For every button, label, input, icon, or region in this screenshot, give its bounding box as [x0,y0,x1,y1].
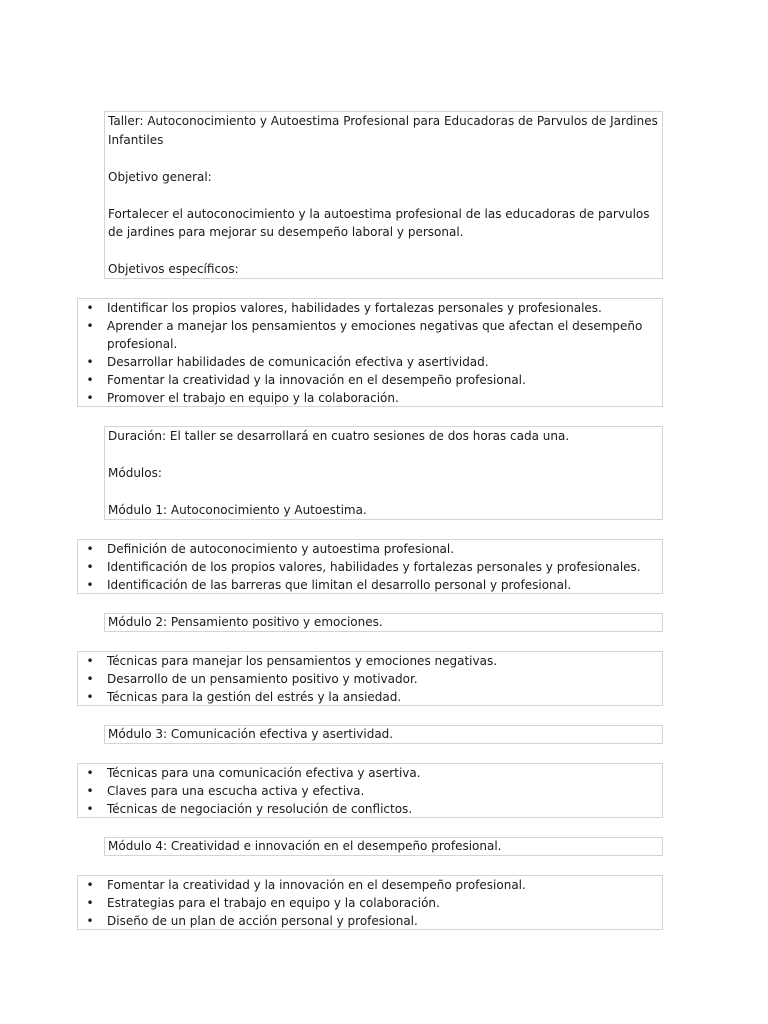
list-item: • Fomentar la creatividad y la innovación en el desempeño profesional. [86,373,526,387]
module1-list-box [77,539,663,594]
bullet-icon: • [86,672,94,686]
module3-list [78,764,662,818]
specific-objectives-list [78,299,662,407]
module2-list [78,652,662,706]
module1-list [78,540,662,594]
bullet-icon: • [86,578,94,592]
bullet-icon: • [86,802,94,816]
list-item: • Técnicas para la gestión del estrés y la ansiedad. [86,690,402,704]
module4-title-box [104,837,663,856]
module2-title-box [104,613,663,632]
bullet-icon: • [86,914,94,928]
duration-text: Duración: El taller se desarrollará en cuatro sesiones de dos horas cada una. [108,429,570,443]
bullet-icon: • [86,355,94,369]
specific-objectives-box [77,298,663,407]
objective-text: Fortalecer el autoconocimiento y la autoestima profesional de las educadoras de parvulos de jardines para mejorar su desempeño laboral y personal. [108,206,650,239]
bullet-icon: • [86,542,94,556]
workshop-title: Taller: Autoconocimiento y Autoestima Profesional para Educadoras de Parvulos de Jardines Infantiles [108,114,658,147]
list-item: • Técnicas para manejar los pensamientos y emociones negativas. [86,654,498,668]
specific-objectives-heading: Objetivos específicos: [108,262,239,276]
bullet-icon: • [86,319,94,333]
objective-heading: Objetivo general: [108,169,212,184]
module4-title: Módulo 4: Creatividad e innovación en el desempeño profesional. [108,839,502,853]
list-item: • Fomentar la creatividad y la innovación en el desempeño profesional. [86,878,526,892]
modules-heading: Módulos: [108,466,162,480]
module3-list-box [77,763,663,818]
bullet-icon: • [86,766,94,780]
list-item: • Diseño de un plan de acción personal y profesional. [86,914,418,928]
list-item: • Desarrollo de un pensamiento positivo y motivador. [86,672,418,686]
list-item: • Definición de autoconocimiento y autoestima profesional. [86,542,455,556]
bullet-icon: • [86,896,94,910]
list-item: • Promover el trabajo en equipo y la colaboración. [86,391,399,405]
module1-title: Módulo 1: Autoconocimiento y Autoestima. [108,503,367,517]
list-item: • Identificación de los propios valores, habilidades y fortalezas personales y profesionales. [86,560,641,574]
bullet-icon: • [86,373,94,387]
module3-title: Módulo 3: Comunicación efectiva y asertividad. [108,727,394,741]
bullet-icon: • [86,654,94,668]
module3-title-box [104,725,663,744]
duration-box [104,426,663,520]
list-item: • Identificación de las barreras que limitan el desarrollo personal y profesional. [86,578,572,592]
module4-list [78,876,662,930]
list-item: • Claves para una escucha activa y efectiva. [86,784,365,798]
list-item: • Identificar los propios valores, habilidades y fortalezas personales y profesionales. [86,301,602,315]
intro-box [104,111,663,279]
bullet-icon: • [86,784,94,798]
bullet-icon: • [86,391,94,405]
module4-list-box [77,875,663,930]
bullet-icon: • [86,878,94,892]
bullet-icon: • [86,690,94,704]
module2-list-box [77,651,663,706]
list-item: • Aprender a manejar los pensamientos y emociones negativas que afectan el desempeño profesional. [86,319,643,351]
module2-title: Módulo 2: Pensamiento positivo y emociones. [108,615,383,629]
list-item: • Técnicas para una comunicación efectiva y asertiva. [86,766,421,780]
list-item: • Desarrollar habilidades de comunicación efectiva y asertividad. [86,355,489,369]
list-item: • Estrategias para el trabajo en equipo y la colaboración. [86,896,440,910]
bullet-icon: • [86,560,94,574]
bullet-icon: • [86,301,94,315]
list-item: • Técnicas de negociación y resolución de conflictos. [86,802,413,816]
